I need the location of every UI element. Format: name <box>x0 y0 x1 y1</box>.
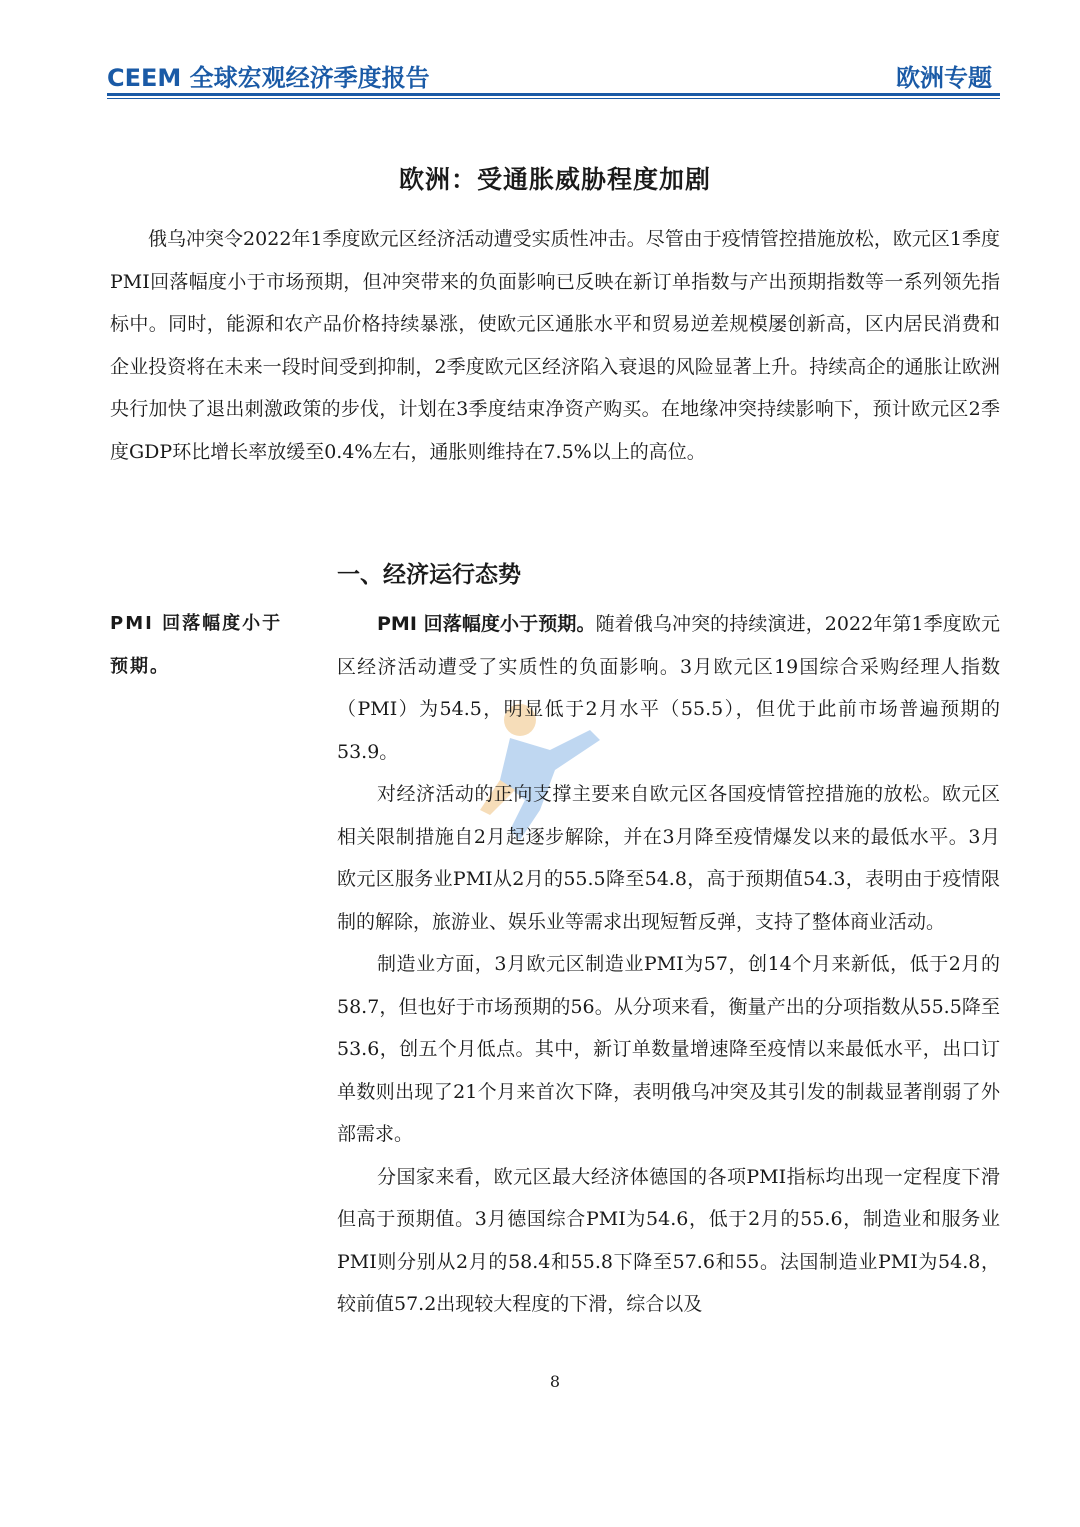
header-rule-thin <box>107 98 1000 99</box>
side-note: PMI 回落幅度小于预期。 <box>110 613 283 677</box>
body-paragraph-2 <box>337 773 1000 943</box>
main-column <box>337 603 1000 1326</box>
article-title: 欧洲：受通胀威胁程度加剧 <box>398 165 711 194</box>
page-header <box>107 58 1000 94</box>
paragraph-text: 对经济活动的正向支撑主要来自欧元区各国疫情管控措施的放松。欧元区相关限制措施自2月起逐步解除，并在3月降至疫情爆发以来的最低水平。3月欧元区服务业PMI从2月的55.5降至54.8，高于预期值54.3，表明由于疫情限制的解除，旅游业、娱乐业等需求出现短暂反弹，支持了整体商业活动。 <box>337 783 1000 933</box>
body-paragraph-1 <box>337 603 1000 773</box>
paragraph-text: 随着俄乌冲突的持续演进，2022年第1季度欧元区经济活动遭受了实质性的负面影响。3月欧元区19国综合采购经理人指数（PMI）为54.5，明显低于2月水平（55.5），但优于此前市场普遍预期的53.9。 <box>337 613 1000 763</box>
section-tag: 欧洲专题 <box>896 64 992 92</box>
header-rule <box>107 93 1000 96</box>
paragraph-text: 制造业方面，3月欧元区制造业PMI为57，创14个月来新低，低于2月的58.7，但也好于市场预期的56。从分项来看，衡量产出的分项指数从55.5降至53.6，创五个月低点。其中，新订单数量增速降至疫情以来最低水平，出口订单数则出现了21个月来首次下降，表明俄乌冲突及其引发的制裁显著削弱了外部需求。 <box>337 953 1000 1145</box>
page-number: 8 <box>549 1372 561 1391</box>
body-paragraph-4 <box>337 1156 1000 1326</box>
paragraph-text: 分国家来看，欧元区最大经济体德国的各项PMI指标均出现一定程度下滑但高于预期值。3月德国综合PMI为54.6，低于2月的55.6，制造业和服务业PMI则分别从2月的58.4和55.8下降至57.6和55。法国制造业PMI为54.8，较前值57.2出现较大程度的下滑，综合以及 <box>337 1165 1000 1315</box>
body-paragraph-3 <box>337 943 1000 1156</box>
section-heading: 一、经济运行态势 <box>337 562 521 588</box>
paragraph-lead: PMI 回落幅度小于预期。 <box>377 613 596 635</box>
report-title: CEEM 全球宏观经济季度报告 <box>107 64 430 92</box>
abstract-paragraph: 俄乌冲突令2022年1季度欧元区经济活动遭受实质性冲击。尽管由于疫情管控措施放松，欧元区1季度PMI回落幅度小于市场预期，但冲突带来的负面影响已反映在新订单指数与产出预期指数等一系列领先指标中。同时，能源和农产品价格持续暴涨，使欧元区通胀水平和贸易逆差规模屡创新高，区内居民消费和企业投资将在未来一段时间受到抑制，2季度欧元区经济陷入衰退的风险显著上升。持续高企的通胀让欧洲央行加快了退出刺激政策的步伐，计划在3季度结束净资产购买。在地缘冲突持续影响下，预计欧元区2季度GDP环比增长率放缓至0.4%左右，通胀则维持在7.5%以上的高位。 <box>110 228 1000 463</box>
